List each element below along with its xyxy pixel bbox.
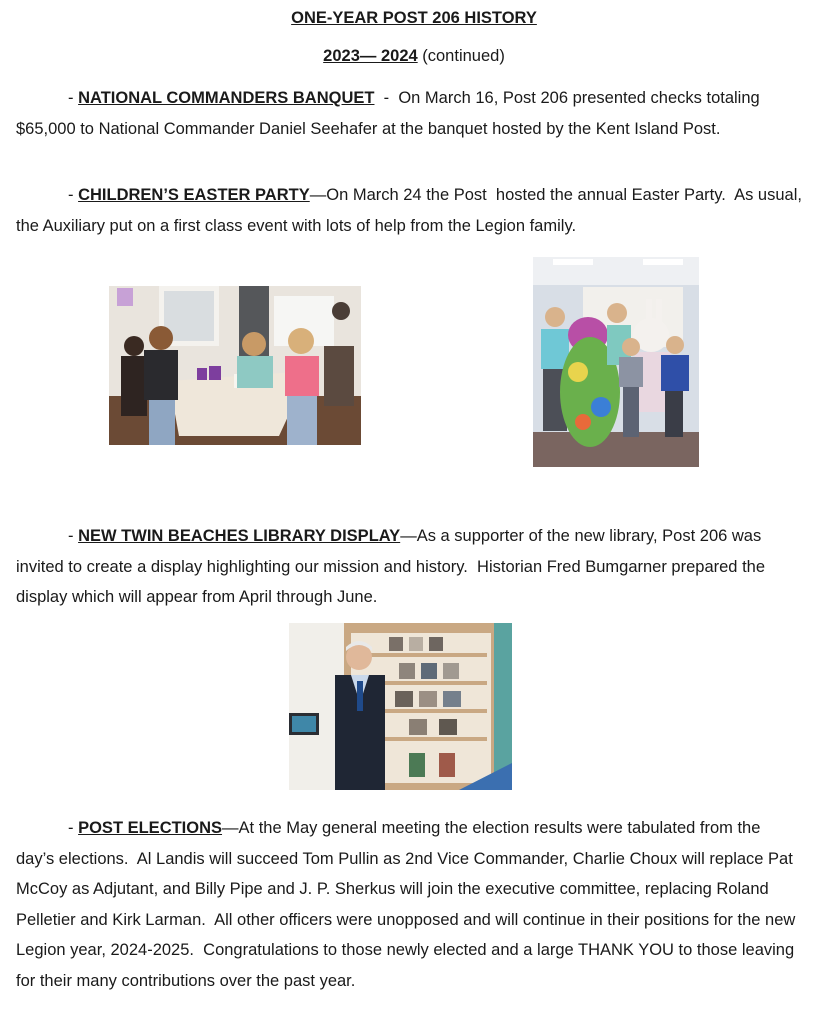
easter-party-photo-table (109, 286, 361, 445)
year-range-line (0, 47, 828, 66)
section-heading: CHILDREN’S EASTER PARTY (78, 186, 310, 204)
continued-label: (continued) (422, 47, 505, 65)
page-title-text: ONE-YEAR POST 206 HISTORY (291, 9, 537, 27)
section-body: At the May general meeting the election results were tabulated from the day’s elections. Al Landis will succeed Tom Pullin as 2nd Vice Commander, Charlie Choux will replace Pat McCoy as Adjutant, and Billy Pipe and J. P. Sherkus will join the executive committee, replacing Roland Pelletier and Kirk Larman. All other officers were unopposed and will continue in their positions for the new Legion year, 2024-2025. Congratulations to those newly elected and a large THANK YOU to those leaving for their many contributions over the past year. (16, 819, 800, 990)
section-heading: NATIONAL COMMANDERS BANQUET (78, 89, 375, 107)
section-body: On March 16, Post 206 presented checks totaling $65,000 to National Commander Daniel Seehafer at the banquet hosted by the Kent Island Post. (16, 89, 760, 138)
section-body: As a supporter of the new library, Post 206 was invited to create a display highlighting our mission and history. Historian Fred Bumgarner prepared the display which will appear from April through June. (16, 527, 770, 606)
easter-party-photo-bunny (533, 257, 699, 467)
year-range: 2023— 2024 (323, 47, 418, 65)
section-heading: NEW TWIN BEACHES LIBRARY DISPLAY (78, 527, 401, 545)
library-display-photo (289, 623, 512, 790)
section-heading: POST ELECTIONS (78, 819, 223, 837)
section-post-elections: - POST ELECTIONS—At the May general meeting the election results were tabulated from the day’s elections. Al Landis will succeed Tom Pullin as 2nd Vice Commander, Charlie Choux will replace Pat McCoy as Adjutant, and Billy Pipe and J. P. Sherkus will join the executive committee, replacing Roland Pelletier and Kirk Larman. All other officers were unopposed and will continue in their positions for the new Legion year, 2024-2025. Congratulations to those newly elected and a large THANK YOU to those leaving for their many contributions over the past year. (16, 819, 800, 990)
section-banquet: - NATIONAL COMMANDERS BANQUET - On March 16, Post 206 presented checks totaling $65,000 to National Commander Daniel Seehafer at the banquet hosted by the Kent Island Post. (16, 89, 760, 138)
section-library-display: - NEW TWIN BEACHES LIBRARY DISPLAY—As a supporter of the new library, Post 206 was invited to create a display highlighting our mission and history. Historian Fred Bumgarner prepared the display which will appear from April through June. (16, 527, 770, 606)
section-easter-party: - CHILDREN’S EASTER PARTY—On March 24 the Post hosted the annual Easter Party. As usual, the Auxiliary put on a first class event with lots of help from the Legion family. (16, 186, 807, 235)
page-title (0, 9, 828, 28)
section-body: On March 24 the Post hosted the annual Easter Party. As usual, the Auxiliary put on a first class event with lots of help from the Legion family. (16, 186, 807, 235)
